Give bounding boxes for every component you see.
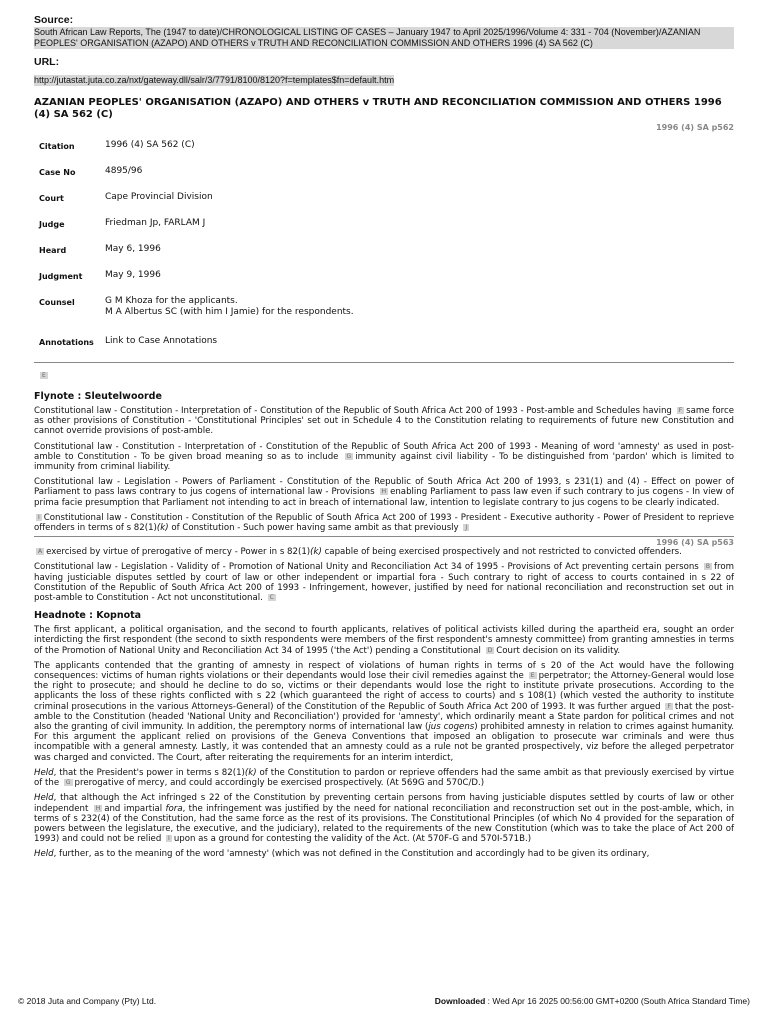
margin-marker-h: H bbox=[381, 488, 387, 496]
judgment-label: Judgment bbox=[39, 272, 83, 281]
flynote-paragraph: Constitutional law - Constitution - Interpretation of - Constitution of the Republic of South Africa Act 200 of 1993 - Meaning of word 'amnesty' as used in post-amble to Constitution - To be given broad meaning so as to include G immunity against civil liability - To be distinguished from 'pardon' which is limited to immunity from criminal liability. bbox=[34, 441, 735, 473]
margin-marker-h: H bbox=[95, 804, 101, 812]
margin-marker-e: E bbox=[42, 372, 46, 379]
copyright-text: © 2018 Juta and Company (Pty) Ltd. bbox=[18, 996, 157, 1006]
margin-marker-a: A bbox=[38, 548, 43, 556]
flynote-paragraph: Constitutional law - Legislation - Validity of - Promotion of National Unity and Reconciliation Act 34 of 1995 - Provisions of Act preventing certain persons B from having justiciable disputes settled by court of law or other independent or impartial fora - Such contrary to right of access to courts contained in s 22 of Constitution of the Republic of South Africa Act 200 of 1993 - Infringement, however, justified by need for national reconciliation and reconstruction set out in post-amble to Constitution - Act not unconstitutional. C bbox=[34, 562, 734, 604]
downloaded-label: Downloaded bbox=[434, 996, 486, 1006]
annotations-label: Annotations bbox=[39, 338, 94, 347]
margin-marker-f: F bbox=[678, 407, 683, 414]
counsel-value bbox=[105, 296, 734, 336]
source-text: South African Law Reports, The (1947 to date)/CHRONOLOGICAL LISTING OF CASES – January 1947 to April 2025/1996/Volume 4: 331 - 704 (November)/AZANIAN PEOPLES' ORGANISATION (AZAPO) AND OTHERS v TRUTH AND RECONCILIATION COMMISSION AND OTHERS 1996 (4) SA 562 (C) bbox=[34, 27, 734, 49]
annotations-row bbox=[34, 336, 734, 362]
margin-marker-f: F bbox=[667, 702, 671, 710]
flynote-heading: Flynote : Sleutelwoorde bbox=[34, 391, 162, 402]
headnote-paragraph: The first applicant, a political organisation, and the second to fourth applicants, relatives of political activists killed during the apartheid era, sought an order interdicting the first respondent (the second to sixth respondents were members of the first respondent's amnesty committee) from granting amnesties in terms of the Promotion of National Unity and Reconciliation Act 34 of 1995 ('the Act') pending a Constitutional D Court decision on its validity. bbox=[34, 625, 734, 656]
divider bbox=[34, 362, 734, 363]
url-link[interactable]: http://jutastat.juta.co.za/nxt/gateway.dll/salr/3/7791/8100/8120?f=templates$fn=default.htm bbox=[34, 75, 395, 85]
citation-row bbox=[34, 140, 734, 166]
flynote-paragraph: Constitutional law - Legislation - Powers of Parliament - Constitution of the Republic of South Africa Act 200 of 1993, s 231(1) and (4) - Effect on power of Parliament to pass laws contrary to jus cogens of international law - Provisions H enabling Parliament to pass law even if such contrary to jus cogens - In view of prima facie presumption that Parliament not intending to act in breach of international law, intention to legislate contrary to jus cogens to be clearly indicated. bbox=[34, 477, 735, 508]
annotations-link[interactable]: Link to Case Annotations bbox=[105, 336, 218, 346]
headnote-heading: Headnote : Kopnota bbox=[34, 610, 142, 622]
case-no-row bbox=[34, 166, 734, 192]
citation-label: Citation bbox=[39, 142, 75, 151]
counsel-row bbox=[34, 296, 734, 336]
heard-label: Heard bbox=[39, 246, 67, 255]
judge-label: Judge bbox=[39, 220, 65, 229]
source-label: Source: bbox=[34, 14, 74, 26]
case-no-value: 4895/96 bbox=[105, 166, 143, 176]
margin-marker-b: B bbox=[705, 563, 710, 571]
case-title: AZANIAN PEOPLES' ORGANISATION (AZAPO) AND OTHERS v TRUTH AND RECONCILIATION COMMISSION AND OTHERS 1996 (4) SA 562 (C) bbox=[34, 97, 722, 120]
margin-marker-e: E bbox=[530, 672, 535, 680]
page-reference: 1996 (4) SA p563 bbox=[656, 538, 734, 548]
margin-marker-i: I bbox=[38, 513, 40, 521]
judgment-value: May 9, 1996 bbox=[105, 270, 161, 280]
page-reference: 1996 (4) SA p562 bbox=[656, 123, 734, 132]
margin-marker-c: C bbox=[269, 594, 274, 602]
judge-row bbox=[34, 218, 734, 244]
headnote-paragraph: Held, that the President's power in terms s 82(1)(k) of the Constitution to pardon or reprieve offenders had the same ambit as that previously exercised by virtue of the G prerogative of mercy, and could accordingly be exercised prospectively. (At 569G and 570C/D.) bbox=[34, 767, 735, 789]
court-label: Court bbox=[39, 194, 64, 203]
flynote-paragraph: A exercised by virtue of prerogative of mercy - Power in s 82(1)(k) capable of being exercised prospectively and not restricted to convicted offenders. bbox=[38, 547, 682, 558]
flynote-paragraph: Constitutional law - Constitution - Interpretation of - Constitution of the Republic of South Africa Act 200 of 1993 - Post-amble and Schedules having F same force as other provisions of Constitution - 'Constitutional Principles' set out in Schedule 4 to the Constitution relating to requirements of future new Constitution and cannot override provisions of post-amble. bbox=[34, 406, 734, 437]
flynote-paragraph: I Constitutional law - Constitution - Constitution of the Republic of South Africa Act 200 of 1993 - President - Executive authority - Power of President to reprieve offenders in terms of s 82(1)(k) of Constitution - Such power having same ambit as that previously J bbox=[34, 512, 734, 534]
judge-value: Friedman Jp, FARLAM J bbox=[105, 218, 206, 228]
headnote-paragraph: Held, that although the Act infringed s 22 of the Constitution by preventing certain persons from having justiciable disputes settled by courts of law or other independent H and impartial fora, the infringement was justified by the need for national reconciliation and reconstruction set out in the post-amble, which, in terms of s 232(4) of the Constitution, had the same force as the rest of its provisions. The Constitutional Principles (of which No 4 provided for the separation of powers between the legislature, the executive, and the judiciary), related to the requirements of the new Constitution (which was to take the place of Act 200 of 1993) and could not be relied I upon as a ground for contesting the validity of the Act. (At 570F-G and 570I-571B.) bbox=[34, 793, 735, 845]
downloaded-timestamp: : Wed Apr 16 2025 00:56:00 GMT+0200 (South Africa Standard Time) bbox=[485, 996, 750, 1006]
heard-value: May 6, 1996 bbox=[105, 244, 161, 254]
court-row bbox=[34, 192, 734, 218]
margin-marker-j: J bbox=[465, 524, 468, 532]
counsel-respondents: M A Albertus SC (with him I Jamie) for the respondents. bbox=[105, 307, 354, 317]
counsel-label: Counsel bbox=[39, 298, 75, 307]
citation-value: 1996 (4) SA 562 (C) bbox=[105, 140, 195, 150]
judgment-row bbox=[34, 270, 734, 296]
download-info bbox=[435, 996, 750, 1006]
court-value: Cape Provincial Division bbox=[105, 192, 213, 202]
margin-marker-d: D bbox=[487, 646, 493, 654]
document-page bbox=[34, 14, 734, 865]
margin-marker-i: I bbox=[168, 835, 170, 843]
headnote-paragraph: The applicants contended that the granting of amnesty in respect of violations of human rights in terms of s 20 of the Act would have the following consequences: victims of human rights violations or their dependants would lose their civil remedies against the E perpetrator; the Attorney-General would lose the right to prosecute; and should he decline to do so, victims or their dependants would lose the right to institute private prosecutions. According to the applicants the loss of these rights conflicted with s 22 (which guaranteed the right of access to courts) and s 108(1) (which vested the authority to institute criminal prosecutions in the various Attorneys-General) of the Constitution of the Republic of South Africa Act 200 of 1993. It was further argued F that the post-amble to the Constitution (headed 'National Unity and Reconciliation') provided for 'amnesty', which ordinarily meant a State pardon for political crimes and not also the granting of civil immunity. In addition, the peremptory norms of international law (jus cogens) prohibited amnesty in relation to crimes against humanity. For this argument the applicant relied on provisions of the Geneva Conventions that imposed an obligation to prosecute war criminals and were thus incompatible with a general amnesty. Lastly, it was contended that an amnesty could as a rule not be granted prospectively, viz before the alleged perpetrator was charged and convicted. The Court, after reiterating the requirements for an interim interdict, bbox=[34, 660, 735, 763]
heard-row bbox=[34, 244, 734, 270]
margin-marker-g: G bbox=[65, 779, 71, 787]
margin-marker-g: G bbox=[346, 452, 352, 460]
case-no-label: Case No bbox=[39, 168, 76, 177]
case-metadata-table bbox=[34, 140, 734, 362]
url-label: URL: bbox=[34, 56, 60, 68]
counsel-applicants: G M Khoza for the applicants. bbox=[105, 296, 238, 306]
headnote-paragraph: Held, further, as to the meaning of the word 'amnesty' (which was not defined in the Constitution and accordingly had to be given its ordinary, bbox=[34, 849, 650, 860]
footer bbox=[18, 996, 750, 1006]
